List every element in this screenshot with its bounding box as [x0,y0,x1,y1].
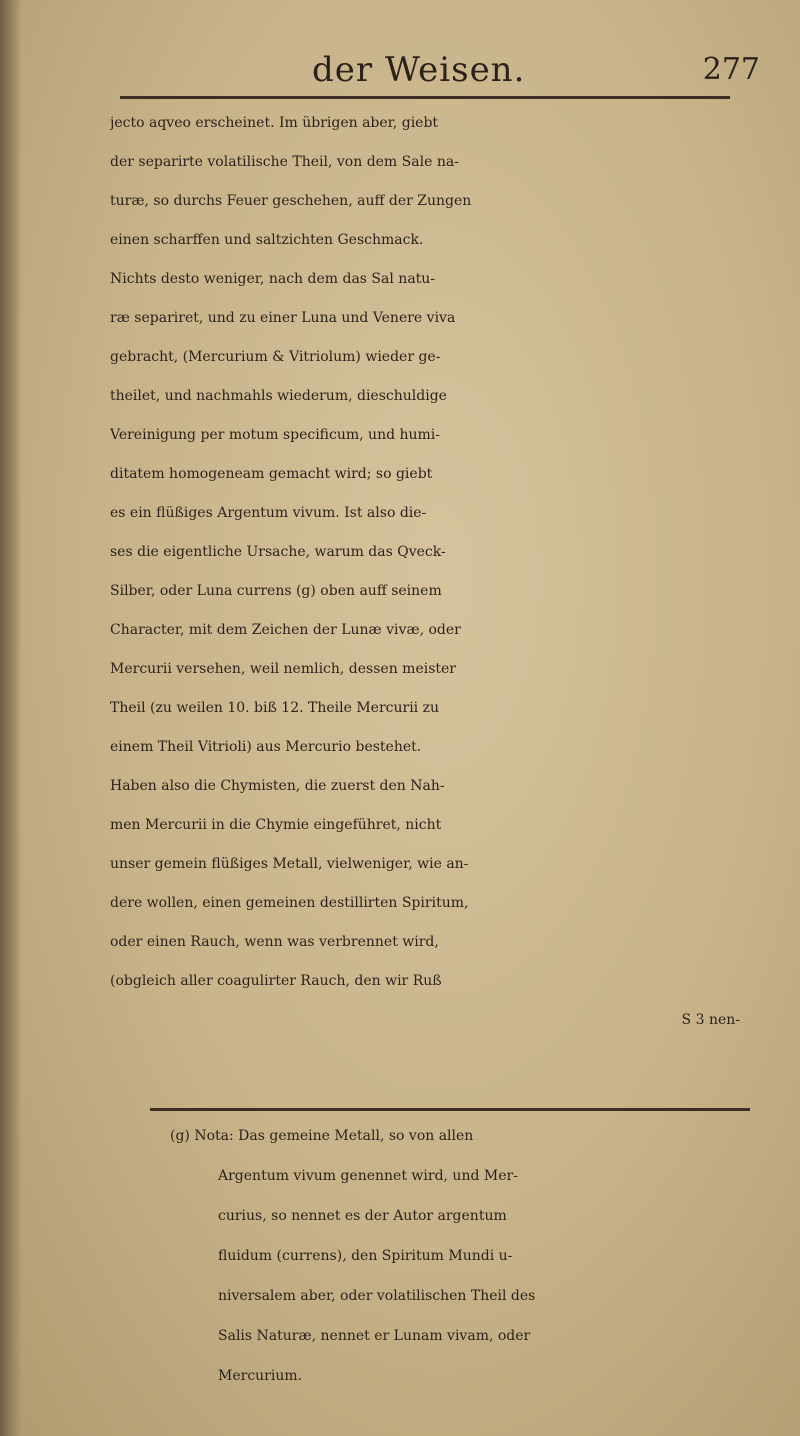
footnote-line: curius, so nennet es der Autor argentum [218,1208,507,1224]
running-head [300,50,760,90]
footnote-rule [150,1108,750,1111]
running-title: der Weisen. [312,50,526,90]
text-line: ditatem homogeneam gemacht wird; so giebt [110,466,433,482]
text-line: jecto aqveo erscheinet. Im übrigen aber, giebt [110,115,439,131]
text-line: Silber, oder Luna currens (g) oben auff seinem [110,583,442,599]
footnote-line: (g) Nota: Das gemeine Metall, so von allen [170,1128,474,1144]
signature-catchword-line: S 3 nen- [681,1012,740,1028]
page-number: 277 [702,52,760,87]
footnote-line: niversalem aber, oder volatilischen Theil des [218,1288,536,1304]
text-line: oder einen Rauch, wenn was verbrennet wird, [110,934,439,950]
text-line: unser gemein flüßiges Metall, vielweniger, wie an- [110,856,469,872]
main-text [110,104,750,1040]
footnote-line: Mercurium. [218,1368,303,1384]
text-line: Character, mit dem Zeichen der Lunæ vivæ, oder [110,622,461,638]
footnote-line: Argentum vivum genennet wird, und Mer- [218,1168,518,1184]
text-line: Haben also die Chymisten, die zuerst den Nah- [110,778,445,794]
text-line: Vereinigung per motum specificum, und humi- [110,427,441,443]
text-line: dere wollen, einen gemeinen destillirten Spiritum, [110,895,469,911]
text-line: turæ, so durchs Feuer geschehen, auff der Zungen [110,193,472,209]
page-gutter [0,0,22,1436]
text-line: Nichts desto weniger, nach dem das Sal natu- [110,271,436,287]
header-rule [120,96,730,99]
text-line: Theil (zu weilen 10. biß 12. Theile Mercurii zu [110,700,439,716]
footnote-line: fluidum (currens), den Spiritum Mundi u- [218,1248,513,1264]
text-line: men Mercurii in die Chymie eingeführet, nicht [110,817,442,833]
text-line: einen scharffen und saltzichten Geschmack. [110,232,424,248]
text-line: ses die eigentliche Ursache, warum das Qveck- [110,544,446,560]
text-line: ræ separiret, und zu einer Luna und Venere viva [110,310,456,326]
text-line: einem Theil Vitrioli) aus Mercurio bestehet. [110,739,422,755]
text-line: theilet, und nachmahls wiederum, dieschuldige [110,388,447,404]
footnote [170,1116,770,1396]
footnote-line: Salis Naturæ, nennet er Lunam vivam, oder [218,1328,531,1344]
text-line: gebracht, (Mercurium & Vitriolum) wieder ge- [110,349,441,365]
text-line: (obgleich aller coagulirter Rauch, den wir Ruß [110,973,442,989]
text-line: Mercurii versehen, weil nemlich, dessen meister [110,661,457,677]
text-line: es ein flüßiges Argentum vivum. Ist also die- [110,505,427,521]
text-line: der separirte volatilische Theil, von dem Sale na- [110,154,459,170]
